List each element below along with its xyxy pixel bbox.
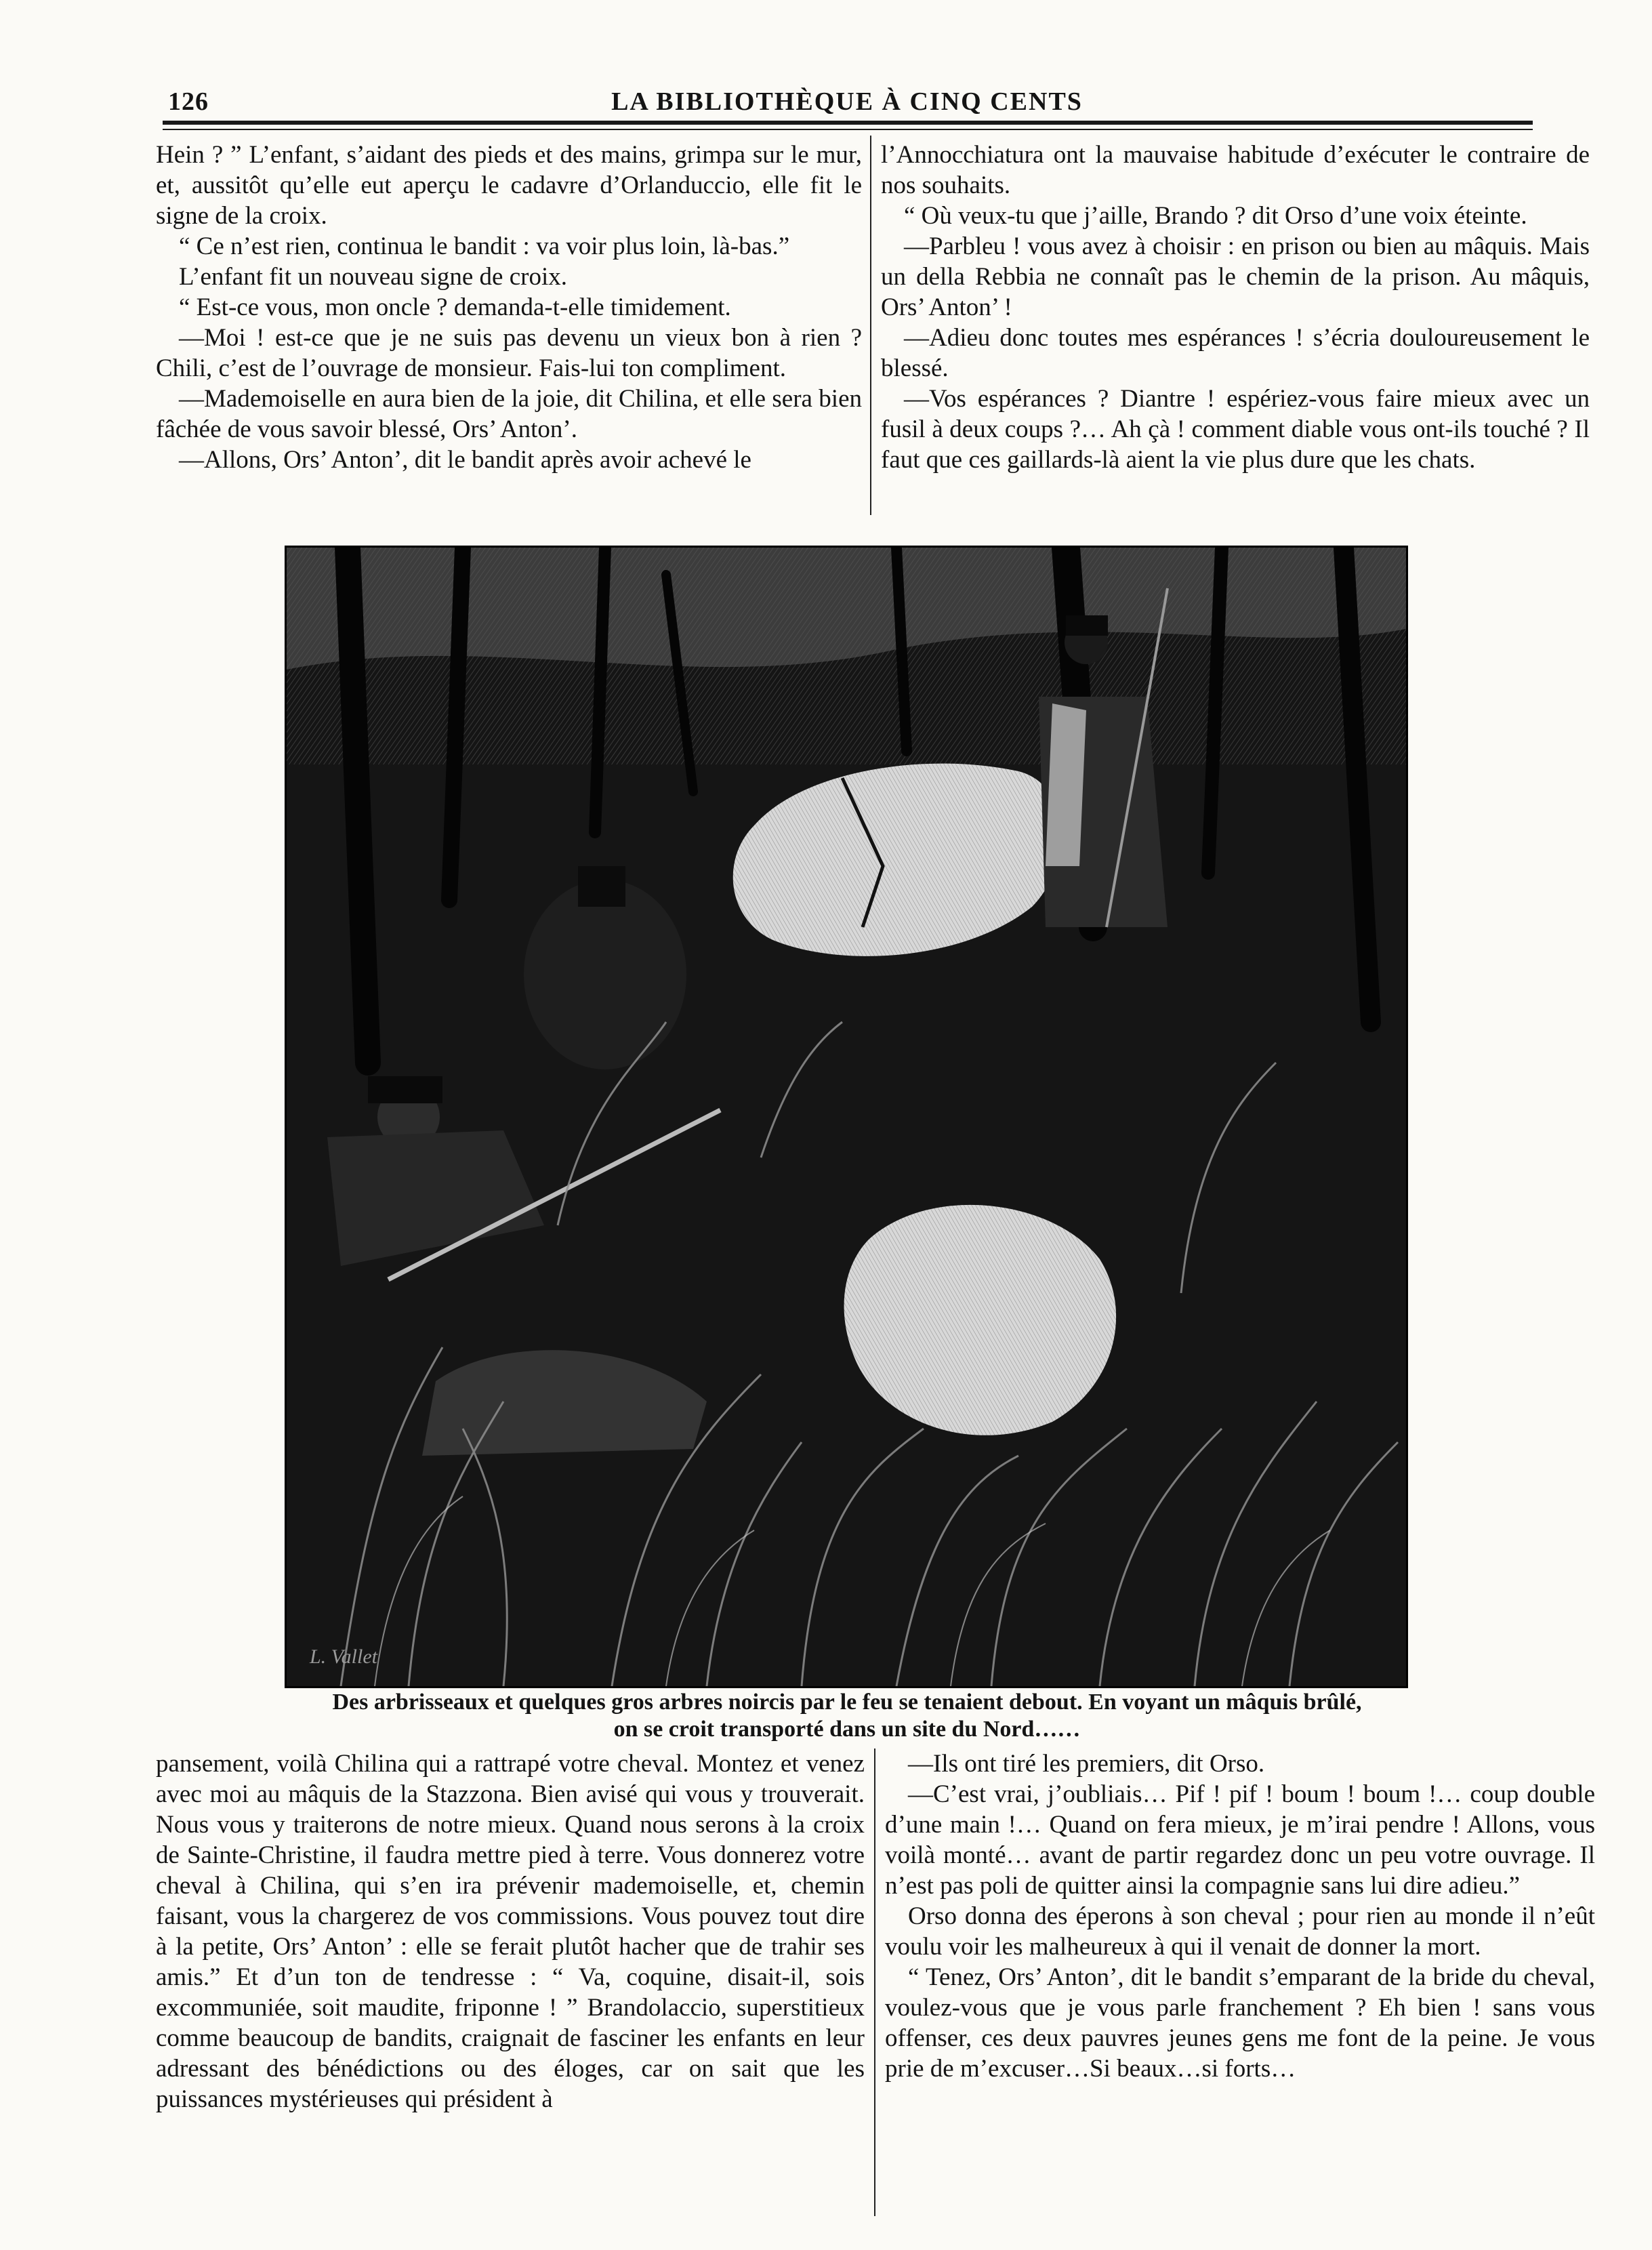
paragraph: Orso donna des éperons à son cheval ; pour rien au monde il n’eût voulu voir les malheureux à qui il venait de donner la mort. [885, 1902, 1595, 1961]
paragraph: —Allons, Ors’ Anton’, dit le bandit après avoir achevé le [179, 446, 751, 474]
engraving-illustration [285, 546, 1408, 1688]
page-number: 126 [168, 87, 209, 116]
caption-line: Des arbrisseaux et quelques gros arbres noircis par le feu se tenaient debout. En voyant un mâquis brûlé, [332, 1690, 1362, 1715]
column-bottom-right [885, 1748, 1595, 2084]
paragraph: “ Est-ce vous, mon oncle ? demanda-t-elle timidement. [179, 293, 731, 321]
figure-caption [285, 1689, 1409, 1743]
paragraph: “ Où veux-tu que j’aille, Brando ? dit Orso d’une voix éteinte. [904, 202, 1527, 230]
column-bottom-left [156, 1748, 865, 2114]
column-top-left [156, 140, 862, 475]
header-rule [163, 121, 1533, 125]
running-title: LA BIBLIOTHÈQUE À CINQ CENTS [611, 87, 1083, 116]
paragraph: —C’est vrai, j’oubliais… Pif ! pif ! boum ! boum !… coup double d’une main !… Quand on fera mieux, je m’irai pendre ! Allons, vous voilà monté… avant de partir regardez donc un peu votre ouvrage. Il n’est pas poli de quitter ainsi la compagnie sans lui dire adieu.” [885, 1780, 1595, 1900]
page-header [163, 84, 1531, 119]
burnt-forest-scene [287, 548, 1406, 1686]
paragraph: L’enfant fit un nouveau signe de croix. [179, 263, 567, 291]
paragraph: “ Ce n’est rien, continua le bandit : va voir plus loin, là-bas.” [179, 232, 790, 260]
paragraph: —Mademoiselle en aura bien de la joie, dit Chilina, et elle sera bien fâchée de vous savoir blessé, Ors’ Anton’. [156, 385, 862, 443]
paragraph: “ Tenez, Ors’ Anton’, dit le bandit s’emparant de la bride du cheval, voulez-vous que je vous parle franchement ? Eh bien ! sans vous offenser, ces deux pauvres jeunes gens me font de la peine. Je vous prie de m’excuser…Si beaux…si forts… [885, 1963, 1595, 2083]
paragraph: —Adieu donc toutes mes espérances ! s’écria douloureusement le blessé. [881, 324, 1590, 382]
column-top-right [881, 140, 1590, 475]
paragraph: —Vos espérances ? Diantre ! espériez-vous faire mieux avec un fusil à deux coups ?… Ah çà ! comment diable vous ont-ils touché ? Il faut que ces gaillards-là aient la vie plus dure que les chats. [881, 385, 1590, 474]
paragraph: —Parbleu ! vous avez à choisir : en prison ou bien au mâquis. Mais un della Rebbia ne connaît pas le chemin de la prison. Au mâquis, Ors’ Anton’ ! [881, 232, 1590, 321]
column-divider [870, 136, 871, 515]
paragraph: —Moi ! est-ce que je ne suis pas devenu un vieux bon à rien ? Chili, c’est de l’ouvrage de monsieur. Fais-lui ton compliment. [156, 324, 862, 382]
artist-signature: L. Vallet [310, 1645, 378, 1668]
paragraph: —Ils ont tiré les premiers, dit Orso. [908, 1750, 1265, 1778]
paragraph: pansement, voilà Chilina qui a rattrapé votre cheval. Montez et venez avec moi au mâquis de la Stazzona. Bien avisé qui vous y trouverait. Nous vous y traiterons de notre mieux. Quand nous serons à la croix de Sainte-Christine, il faudra mettre pied à terre. Vous donnerez votre cheval à Chilina, qui s’en ira prévenir mademoiselle, et, chemin faisant, vous la chargerez de vos commissions. Vous pouvez tout dire à la petite, Ors’ Anton’ : elle se ferait plutôt hacher que de trahir ses amis.” Et d’un ton de tendresse : “ Va, coquine, disait-il, sois excommuniée, soit maudite, friponne ! ” Brandolaccio, superstitieux comme beaucoup de bandits, craignait de fasciner les enfants en leur adressant des bénédictions ou des éloges, car on sait que les puissances mystérieuses qui président à [156, 1750, 865, 2113]
paragraph: Hein ? ” L’enfant, s’aidant des pieds et des mains, grimpa sur le mur, et, aussitôt qu’elle eut aperçu le cadavre d’Orlanduccio, elle fit le signe de la croix. [156, 141, 862, 230]
header-rule-thin [163, 129, 1533, 130]
caption-line: on se croit transporté dans un site du Nord…… [613, 1717, 1081, 1742]
paragraph: l’Annocchiatura ont la mauvaise habitude d’exécuter le contraire de nos souhaits. [881, 141, 1590, 199]
column-divider [874, 1748, 875, 2216]
